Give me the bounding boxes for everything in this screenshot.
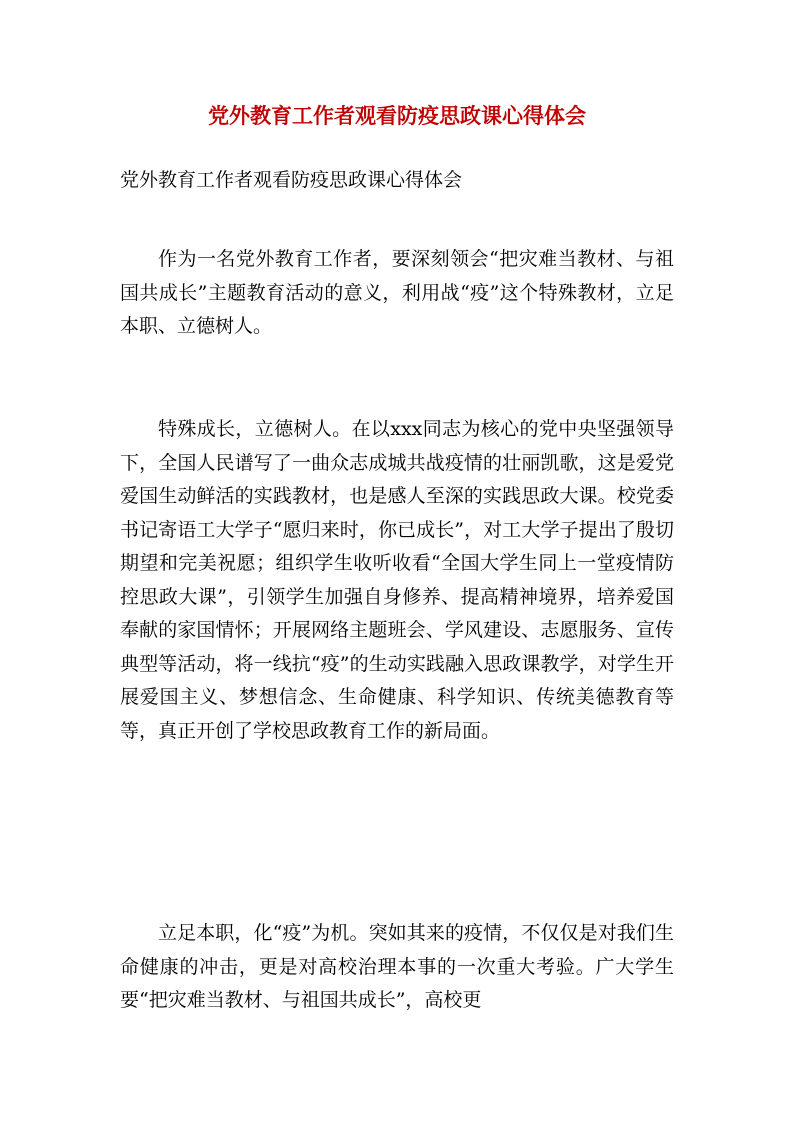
paragraph-special-growth: 特殊成长，立德树人。在以xxx同志为核心的党中央坚强领导下，全国人民谱写了一曲众志成城共战疫情的壮丽凯歌，这是爱党爱国生动鲜活的实践教材，也是感人至深的实践思政大课。校党委书记寄语工大学子“愿归来时，你已成长”，对工大学子提出了殷切期望和完美祝愿；组织学生收听收看“全国大学生同上一堂疫情防控思政大课”，引领学生加强自身修养、提高精神境界，培养爱国奉献的家国情怀；开展网络主题班会、学风建设、志愿服务、宣传典型等活动，将一线抗“疫”的生动实践融入思政课教学，对学生开展爱国主义、梦想信念、生命健康、科学知识、传统美德教育等等，真正开创了学校思政教育工作的新局面。 — [120, 418, 674, 742]
document-title: 党外教育工作者观看防疫思政课心得体会 — [208, 103, 586, 128]
document-subtitle: 党外教育工作者观看防疫思政课心得体会 — [120, 169, 463, 191]
paragraph-intro: 作为一名党外教育工作者，要深刻领会“把灾难当教材、与祖国共成长”主题教育活动的意义，利用战“疫”这个特殊教材，立足本职、立德树人。 — [120, 248, 674, 337]
paragraph-based-on-duty: 立足本职，化“疫”为机。突如其来的疫情，不仅仅是对我们生命健康的冲击，更是对高校治理本事的一次重大考验。广大学生要“把灾难当教材、与祖国共成长”，高校更 — [120, 922, 674, 1011]
